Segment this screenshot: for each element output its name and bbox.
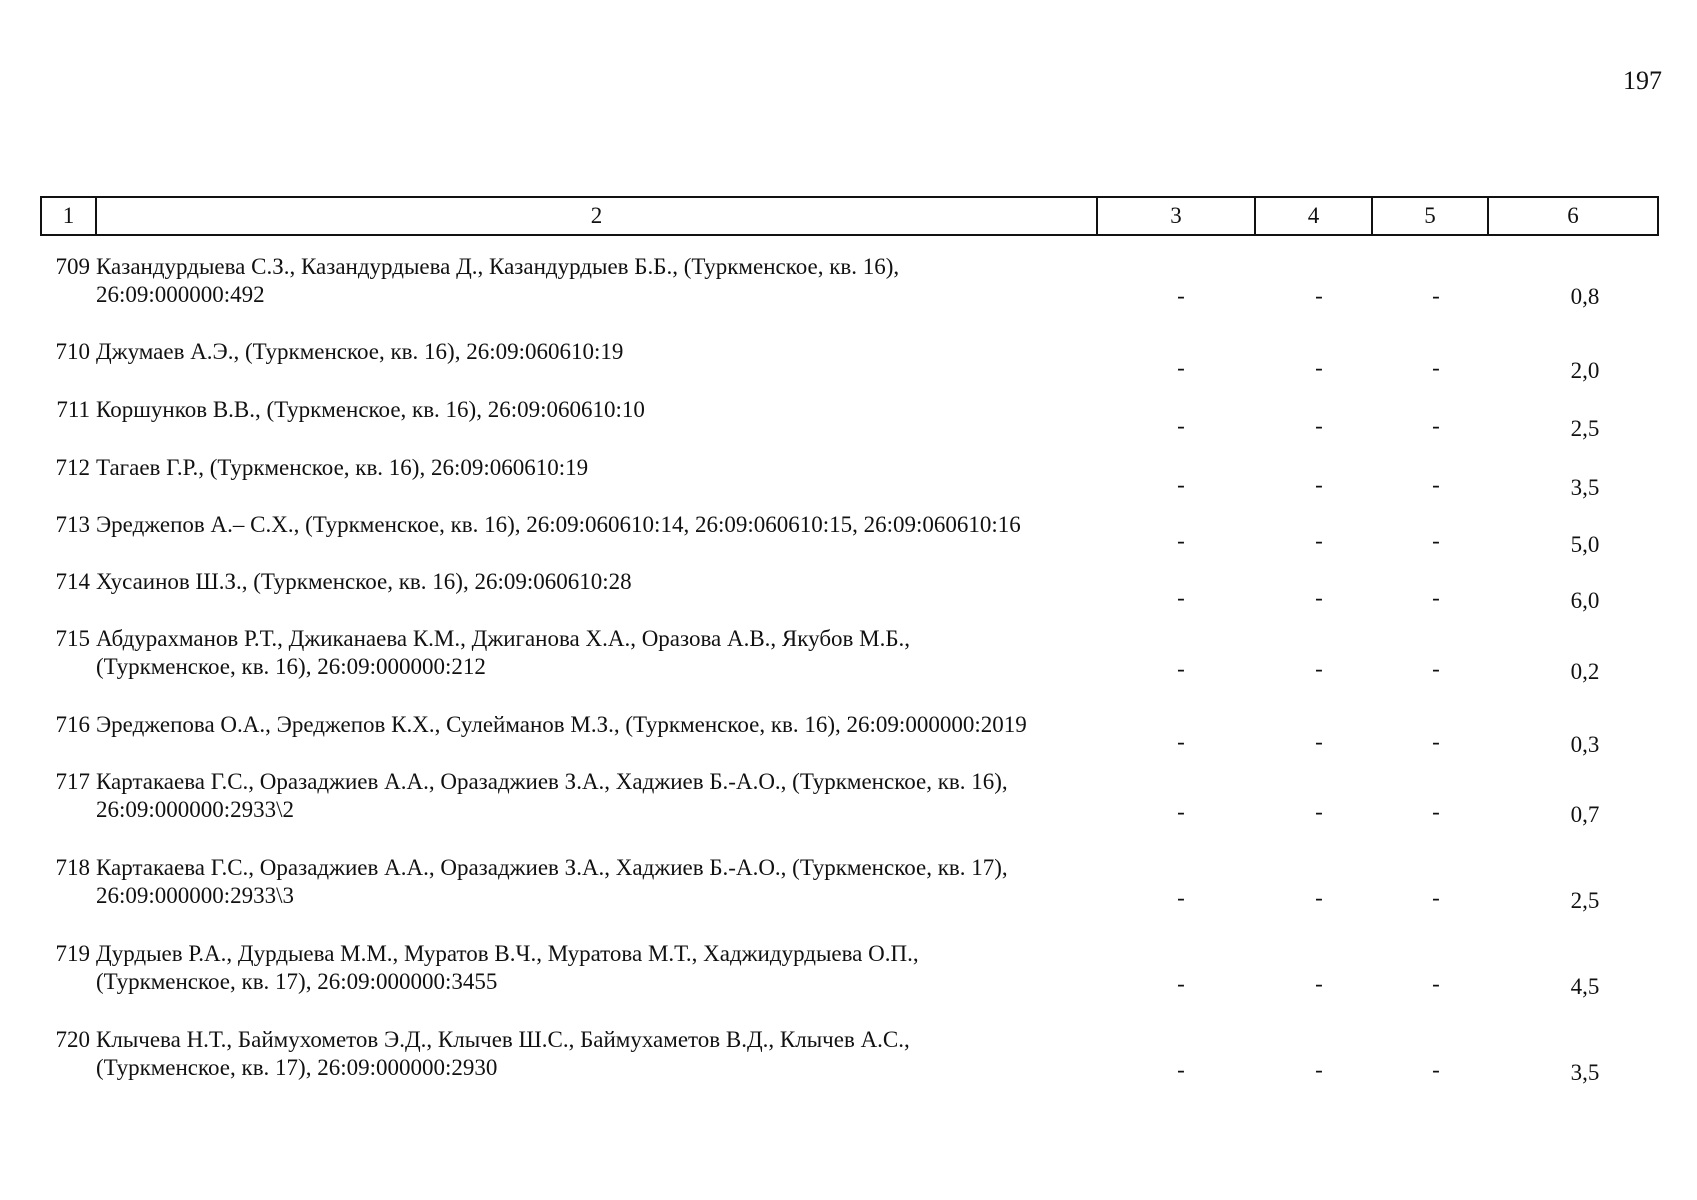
row-col5: - (1432, 729, 1440, 754)
row-col3: - (1177, 971, 1185, 996)
row-description: Коршунков В.В., (Туркменское, кв. 16), 26:09:060610:10 (96, 397, 645, 422)
row-number: 715 (55, 626, 90, 651)
row-col4: - (1315, 283, 1323, 308)
row-number: 710 (55, 339, 90, 364)
row-col3: - (1177, 472, 1185, 497)
row-col6: 5,0 (1570, 532, 1600, 557)
row-col5: - (1432, 413, 1440, 438)
row-number: 714 (55, 569, 90, 594)
row-col5: - (1432, 1057, 1440, 1082)
row-col6: 4,5 (1570, 974, 1600, 999)
row-col6: 0,7 (1570, 802, 1600, 827)
column-header-row (41, 197, 1658, 235)
row-col5: - (1432, 355, 1440, 380)
row-col5: - (1432, 528, 1440, 553)
row-col6: 0,2 (1570, 659, 1600, 684)
row-col3: - (1177, 656, 1185, 681)
row-number: 717 (55, 769, 90, 794)
row-col4: - (1315, 656, 1323, 681)
row-description: Тагаев Г.Р., (Туркменское, кв. 16), 26:09:060610:19 (96, 455, 589, 480)
row-col3: - (1177, 799, 1185, 824)
row-number: 713 (55, 512, 90, 537)
row-col3: - (1177, 729, 1185, 754)
row-description: Клычева Н.Т., Баймухометов Э.Д., Клычев Ш.С., Баймухаметов В.Д., Клычев А.С., (Туркменское, кв. 17), 26:09:000000:2930 (96, 1027, 910, 1080)
column-header-5: 5 (1372, 197, 1488, 235)
row-col4: - (1315, 355, 1323, 380)
row-col6: 0,3 (1570, 732, 1600, 757)
row-col5: - (1432, 585, 1440, 610)
row-description: Казандурдыева С.З., Казандурдыева Д., Казандурдыев Б.Б., (Туркменское, кв. 16), 26:09:000000:492 (96, 254, 900, 307)
row-col5: - (1432, 472, 1440, 497)
row-col4: - (1315, 885, 1323, 910)
row-col3: - (1177, 355, 1185, 380)
column-header-1: 1 (41, 197, 96, 235)
row-col3: - (1177, 413, 1185, 438)
row-description: Хусаинов Ш.З., (Туркменское, кв. 16), 26:09:060610:28 (96, 569, 632, 594)
row-col3: - (1177, 283, 1185, 308)
row-description: Джумаев А.Э., (Туркменское, кв. 16), 26:09:060610:19 (96, 339, 624, 364)
row-description: Эреджепова О.А., Эреджепов К.Х., Сулейманов М.З., (Туркменское, кв. 16), 26:09:000000:2019 (96, 712, 1027, 737)
row-number: 711 (56, 397, 90, 422)
row-col5: - (1432, 656, 1440, 681)
row-col4: - (1315, 472, 1323, 497)
row-col6: 2,5 (1570, 416, 1600, 441)
row-col6: 2,5 (1570, 888, 1600, 913)
column-header-table (40, 196, 1659, 236)
row-number: 709 (55, 254, 90, 279)
row-col3: - (1177, 585, 1185, 610)
row-col5: - (1432, 885, 1440, 910)
row-number: 718 (55, 855, 90, 880)
row-col6: 2,0 (1570, 358, 1600, 383)
row-number: 716 (55, 712, 90, 737)
row-description: Картакаева Г.С., Оразаджиев А.А., Оразаджиев З.А., Хаджиев Б.-А.О., (Туркменское, кв. 16), 26:09:000000:2933\2 (96, 769, 1008, 822)
row-number: 720 (55, 1027, 90, 1052)
row-col6: 0,8 (1570, 284, 1600, 309)
column-header-3: 3 (1097, 197, 1255, 235)
row-col4: - (1315, 528, 1323, 553)
row-col4: - (1315, 729, 1323, 754)
row-col4: - (1315, 1057, 1323, 1082)
row-col6: 3,5 (1570, 1060, 1600, 1085)
row-col3: - (1177, 1057, 1185, 1082)
page-number: 197 (1623, 66, 1662, 95)
row-col4: - (1315, 799, 1323, 824)
row-col3: - (1177, 528, 1185, 553)
column-header-2: 2 (96, 197, 1097, 235)
row-col6: 6,0 (1570, 588, 1600, 613)
row-col3: - (1177, 885, 1185, 910)
column-header-4: 4 (1255, 197, 1372, 235)
row-col5: - (1432, 283, 1440, 308)
row-col4: - (1315, 585, 1323, 610)
row-description: Абдурахманов Р.Т., Джиканаева К.М., Джиганова Х.А., Оразова А.В., Якубов М.Б., (Туркменское, кв. 16), 26:09:000000:212 (96, 626, 911, 679)
row-col5: - (1432, 971, 1440, 996)
row-col4: - (1315, 971, 1323, 996)
row-number: 719 (55, 941, 90, 966)
row-description: Дурдыев Р.А., Дурдыева М.М., Муратов В.Ч., Муратова М.Т., Хаджидурдыева О.П., (Туркменское, кв. 17), 26:09:000000:3455 (96, 941, 919, 994)
row-col6: 3,5 (1570, 475, 1600, 500)
row-description: Картакаева Г.С., Оразаджиев А.А., Оразаджиев З.А., Хаджиев Б.-А.О., (Туркменское, кв. 17), 26:09:000000:2933\3 (96, 855, 1008, 908)
row-col4: - (1315, 413, 1323, 438)
row-col5: - (1432, 799, 1440, 824)
row-description: Эреджепов А.– С.Х., (Туркменское, кв. 16), 26:09:060610:14, 26:09:060610:15, 26:09:060610:16 (96, 512, 1021, 537)
column-header-6: 6 (1488, 197, 1658, 235)
row-number: 712 (55, 455, 90, 480)
